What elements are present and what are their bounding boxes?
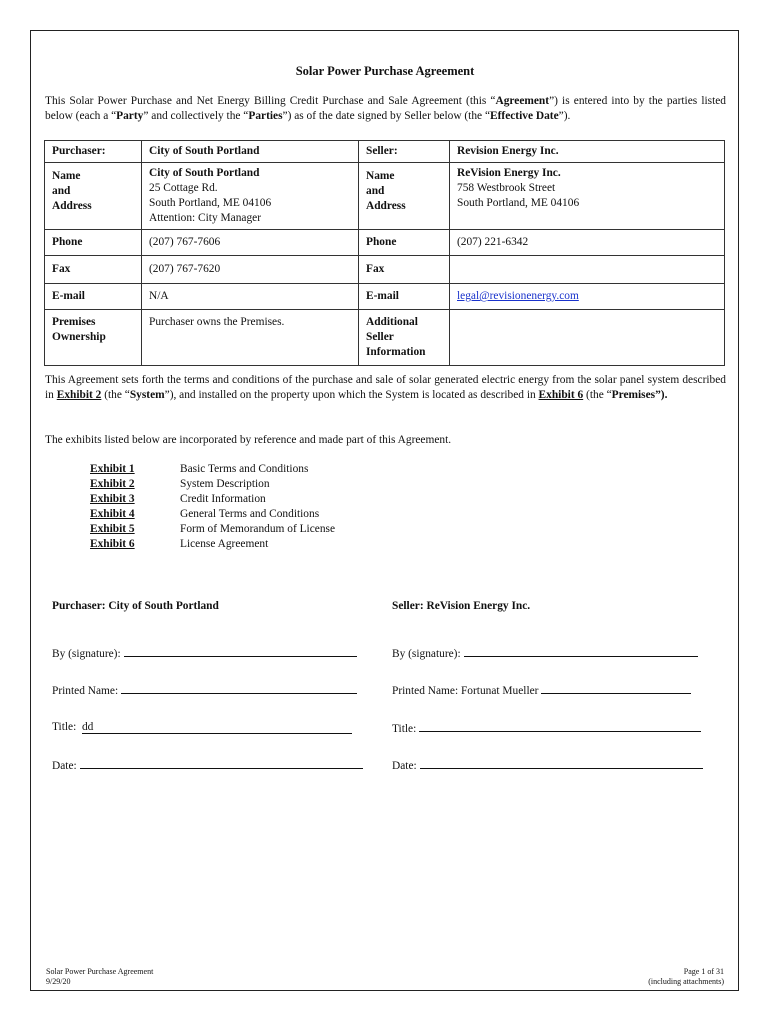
seller-title-line[interactable]	[419, 721, 701, 732]
seller-fax-label: Fax	[359, 256, 450, 284]
table-row	[45, 310, 725, 366]
seller-title-row: Title:	[392, 721, 701, 735]
exhibit-6-link[interactable]: Exhibit 6	[538, 389, 584, 401]
list-item	[90, 507, 335, 522]
exhibit-desc: Form of Memorandum of License	[180, 523, 336, 535]
purchaser-title-value: dd	[81, 721, 94, 733]
exhibit-code[interactable]: Exhibit 2	[90, 478, 135, 490]
list-item	[90, 477, 335, 492]
seller-name-address-label: Name and Address	[359, 163, 450, 230]
table-row	[45, 284, 725, 310]
footer-right	[648, 967, 724, 987]
system-paragraph: This Agreement sets forth the terms and conditions of the purchase and sale of solar generated electric energy from the solar panel system described in Exhibit 2 (the “System”), and installed on the property upon which the System is located as described in Exhibit 6 (the “Premises”).	[45, 374, 726, 401]
seller-date-row: Date:	[392, 758, 703, 772]
seller-email-cell	[450, 284, 725, 310]
footer-doc-title: Solar Power Purchase Agreement	[46, 967, 154, 976]
seller-fax	[450, 256, 725, 284]
page-number: Page 1 of 31	[683, 967, 724, 976]
premises-value: Purchaser owns the Premises.	[142, 310, 359, 366]
purchaser-by-row: By (signature):	[52, 646, 357, 660]
table-row	[45, 230, 725, 256]
exhibits-intro: The exhibits listed below are incorporated by reference and made part of this Agreement.	[45, 434, 452, 446]
seller-by-row: By (signature):	[392, 646, 698, 660]
footer-date: 9/29/20	[46, 977, 71, 986]
exhibit-code[interactable]: Exhibit 1	[90, 463, 135, 475]
seller-name: Revision Energy Inc.	[450, 141, 725, 163]
table-row	[45, 141, 725, 163]
seller-printed-name-row	[392, 683, 691, 697]
seller-date-line[interactable]	[420, 758, 703, 769]
purchaser-phone: (207) 767-7606	[142, 230, 359, 256]
table-row	[45, 163, 725, 230]
list-item	[90, 492, 335, 507]
premises-label: Premises Ownership	[45, 310, 142, 366]
purchaser-date-row: Date:	[52, 758, 363, 772]
list-item	[90, 462, 335, 477]
seller-phone-label: Phone	[359, 230, 450, 256]
seller-email-label: E-mail	[359, 284, 450, 310]
purchaser-title-row: Title: dd	[52, 721, 352, 734]
purchaser-email: N/A	[142, 284, 359, 310]
purchaser-signature-heading: Purchaser: City of South Portland	[52, 600, 219, 612]
exhibit-code[interactable]: Exhibit 6	[90, 538, 135, 550]
purchaser-label: Purchaser:	[45, 141, 142, 163]
footer-left	[46, 967, 153, 987]
seller-printed-name-line[interactable]	[541, 683, 691, 694]
email-label: E-mail	[45, 284, 142, 310]
purchaser-date-line[interactable]	[80, 758, 363, 769]
seller-email-link[interactable]: legal@revisionenergy.com	[457, 290, 579, 302]
exhibit-desc: License Agreement	[180, 538, 269, 550]
seller-printed-name: Printed Name: Fortunat Mueller	[392, 685, 539, 697]
document-title: Solar Power Purchase Agreement	[295, 64, 475, 78]
exhibit-code[interactable]: Exhibit 5	[90, 523, 135, 535]
purchaser-signature-line[interactable]	[124, 646, 357, 657]
name-address-label: Name and Address	[45, 163, 142, 230]
purchaser-fax: (207) 767-7620	[142, 256, 359, 284]
intro-paragraph: This Solar Power Purchase and Net Energy Billing Credit Purchase and Sale Agreement (this “Agreement”) is entered into by the parties listed below (each a “Party” and collectively the “Parties”) as of the date signed by Seller below (the “Effective Date”).	[45, 95, 726, 122]
purchaser-address: City of South Portland 25 Cottage Rd. South Portland, ME 04106 Attention: City Manager	[142, 163, 359, 230]
purchaser-title-line[interactable]	[82, 721, 352, 734]
exhibit-desc: Credit Information	[180, 493, 266, 505]
exhibit-desc: System Description	[180, 478, 270, 490]
list-item	[90, 522, 335, 537]
table-row	[45, 256, 725, 284]
seller-address: ReVision Energy Inc. 758 Westbrook Street South Portland, ME 04106	[450, 163, 725, 230]
page-note: (including attachments)	[648, 977, 724, 986]
seller-phone: (207) 221-6342	[450, 230, 725, 256]
exhibit-code[interactable]: Exhibit 3	[90, 493, 135, 505]
exhibit-code[interactable]: Exhibit 4	[90, 508, 135, 520]
parties-table	[44, 140, 725, 366]
purchaser-name: City of South Portland	[142, 141, 359, 163]
additional-seller-info-value	[450, 310, 725, 366]
exhibit-list	[90, 462, 335, 552]
purchaser-printed-name-row: Printed Name:	[52, 683, 357, 697]
fax-label: Fax	[45, 256, 142, 284]
additional-seller-info-label: Additional Seller Information	[359, 310, 450, 366]
seller-signature-line[interactable]	[464, 646, 698, 657]
phone-label: Phone	[45, 230, 142, 256]
exhibit-desc: Basic Terms and Conditions	[180, 463, 309, 475]
exhibit-2-link[interactable]: Exhibit 2	[56, 389, 102, 401]
purchaser-printed-name-line[interactable]	[121, 683, 357, 694]
exhibit-desc: General Terms and Conditions	[180, 508, 320, 520]
seller-label: Seller:	[359, 141, 450, 163]
list-item	[90, 537, 335, 552]
seller-signature-heading: Seller: ReVision Energy Inc.	[392, 600, 531, 612]
